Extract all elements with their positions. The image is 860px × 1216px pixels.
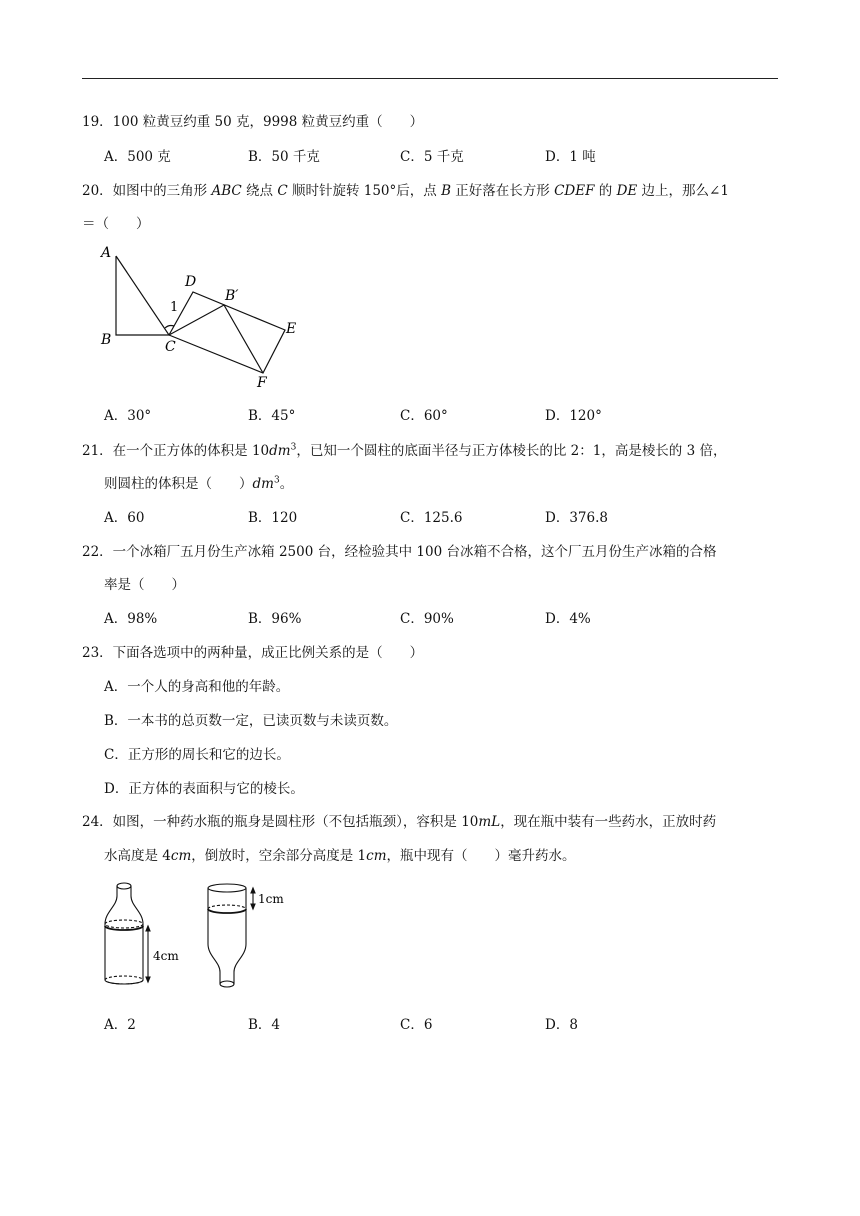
question-24-stem-line2: 水高度是 4cm，倒放时，空余部分高度是 1cm，瓶中现有（ ）毫升药水。 <box>104 848 576 864</box>
question-20-option-a: A．30° <box>104 408 152 424</box>
question-24-option-c: C．6 <box>400 1017 433 1033</box>
question-20-stem: 20．如图中的三角形 ABC 绕点 C 顺时针旋转 150°后，点 B 正好落在长方形 CDEF 的 DE 边上，那么∠1 <box>82 183 729 199</box>
label-b-prime: B′ <box>225 288 239 304</box>
question-21-stem: 21．在一个正方体的体积是 $10dm^3$，已知一个圆柱的底面半径与正方体棱长的比 2：1，高是棱长的 3 倍， <box>82 442 727 459</box>
label-4cm: 4cm <box>153 949 179 963</box>
label-f: F <box>257 375 267 391</box>
question-20-option-b: B．45° <box>248 408 296 424</box>
inverted-bottle <box>208 884 255 987</box>
label-d: D <box>185 274 197 290</box>
question-22-option-b: B．96% <box>248 611 302 627</box>
question-22-stem: 22．一个冰箱厂五月份生产冰箱 2500 台，经检验其中 100 台冰箱不合格，这个厂五月份生产冰箱的合格 <box>82 544 717 560</box>
question-23-option-b: B．一本书的总页数一定，已读页数与未读页数。 <box>104 713 398 729</box>
question-23-option-c: C．正方形的周长和它的边长。 <box>104 747 290 763</box>
question-24-option-a: A．2 <box>104 1017 136 1033</box>
question-19-option-c: C．5 千克 <box>400 149 464 165</box>
question-19-stem: 19．100 粒黄豆约重 50 克，9998 粒黄豆约重（ ） <box>82 114 424 130</box>
question-21-option-d: D．376.8 <box>545 510 608 526</box>
label-1cm: 1cm <box>258 892 284 906</box>
question-19-option-b: B．50 千克 <box>248 149 320 165</box>
question-22-stem-line2: 率是（ ） <box>104 577 185 593</box>
question-21-option-c: C．125.6 <box>400 510 463 526</box>
question-20-stem-line2: ＝（ ） <box>82 216 150 232</box>
question-24-option-d: D．8 <box>545 1017 578 1033</box>
question-21-stem-line2: 则圆柱的体积是（ ）$dm^3$。 <box>104 475 294 492</box>
question-22-option-d: D．4% <box>545 611 591 627</box>
upright-bottle <box>105 883 150 984</box>
label-e: E <box>286 321 297 337</box>
question-20-option-d: D．120° <box>545 408 602 424</box>
rectangle-cdef <box>169 292 285 373</box>
question-21-option-a: A．60 <box>104 510 145 526</box>
label-a: A <box>101 245 112 261</box>
question-23-option-d: D．正方体的表面积与它的棱长。 <box>104 781 304 797</box>
question-23-option-a: A．一个人的身高和他的年龄。 <box>104 679 290 695</box>
label-b: B <box>101 332 112 348</box>
header-rule <box>82 78 778 79</box>
triangle-abc <box>116 256 169 335</box>
question-19-option-d: D．1 吨 <box>545 149 596 165</box>
question-22-option-c: C．90% <box>400 611 454 627</box>
question-22-option-a: A．98% <box>104 611 158 627</box>
question-24-figure <box>95 876 325 1001</box>
question-24-option-b: B．4 <box>248 1017 281 1033</box>
question-20-figure <box>95 238 310 393</box>
question-20-option-c: C．60° <box>400 408 448 424</box>
label-angle-1: 1 <box>170 300 179 315</box>
question-21-option-b: B．120 <box>248 510 298 526</box>
question-19-option-a: A．500 克 <box>104 149 171 165</box>
question-24-stem: 24．如图，一种药水瓶的瓶身是圆柱形（不包括瓶颈），容积是 10mL，现在瓶中装有一些药水，正放时药 <box>82 814 717 830</box>
label-c: C <box>165 339 176 355</box>
question-23-stem: 23．下面各选项中的两种量，成正比例关系的是（ ） <box>82 645 424 661</box>
